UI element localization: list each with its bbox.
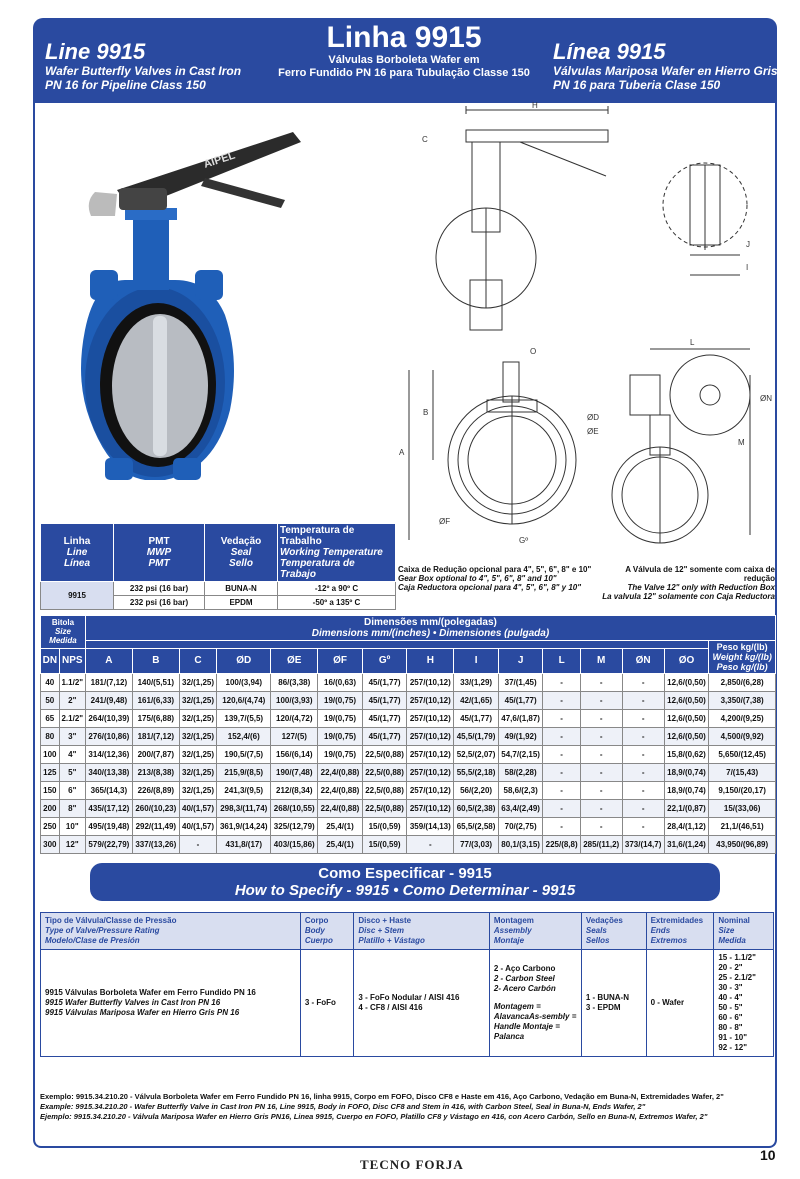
table-cell: 32/(1,25) bbox=[179, 728, 216, 746]
table-cell: 2" bbox=[59, 692, 85, 710]
table-cell: - bbox=[622, 818, 664, 836]
table-cell: 156/(6,14) bbox=[271, 746, 318, 764]
table-cell: - bbox=[543, 728, 580, 746]
dim-label-j: J bbox=[746, 240, 750, 249]
table-cell: 403/(15,86) bbox=[271, 836, 318, 854]
column-header: B bbox=[132, 648, 179, 674]
spec-title-pt: Como Especificar - 9915 bbox=[318, 865, 492, 882]
table-cell: 257/(10,12) bbox=[407, 710, 454, 728]
table-cell: 22,4/(0,88) bbox=[318, 800, 363, 818]
caption-line: The Valve 12" only with Reduction Box bbox=[627, 583, 775, 592]
pmt-table bbox=[40, 523, 396, 610]
table-cell: 100/(3,93) bbox=[271, 692, 318, 710]
table-cell: 300 bbox=[41, 836, 60, 854]
table-cell: 60,5/(2,38) bbox=[454, 800, 499, 818]
table-cell: 45/(1,77) bbox=[498, 692, 543, 710]
size-option: 25 - 2.1/2" bbox=[718, 973, 756, 982]
spec-title-en-es: How to Specify - 9915 • Como Determinar - 9915 bbox=[234, 882, 576, 899]
table-cell: 45/(1,77) bbox=[362, 710, 407, 728]
table-cell: - bbox=[622, 746, 664, 764]
example-es: Ejemplo: 9915.34.210.20 - Válvula Mariposa Wafer en Hierro Gris PN16, Linea 9915, Cuerpo en FOFO, Platillo CF8 y Vástago en 416, con Acero Carbón, Sello en Buna-N, Extremos Wafer, 2" bbox=[40, 1112, 708, 1121]
table-cell: 40 bbox=[41, 674, 60, 692]
table-cell: 241/(9,48) bbox=[85, 692, 132, 710]
table-cell: 257/(10,12) bbox=[407, 746, 454, 764]
dim-label-c: C bbox=[422, 135, 428, 144]
table-cell: - bbox=[622, 782, 664, 800]
bitola-head: Bitola Size Medida bbox=[41, 616, 86, 649]
size-option: 40 - 4" bbox=[718, 993, 743, 1002]
spec-assembly-cell: 2 - Aço Carbono 2 - Carbon Steel 2- Acero Carbón Montagem = AlavancaAs-sembly = Handle Montaje = Palanca bbox=[489, 950, 581, 1057]
drawing-front bbox=[395, 340, 599, 555]
column-header: ØD bbox=[217, 648, 271, 674]
pmt-head-seal: Vedação Seal Sello bbox=[205, 524, 278, 582]
table-cell: 2.1/2" bbox=[59, 710, 85, 728]
table-cell: 298,3/(11,74) bbox=[217, 800, 271, 818]
table-cell: 257/(10,12) bbox=[407, 728, 454, 746]
pmt-cell: EPDM bbox=[205, 596, 278, 610]
pmt-cell: 232 psi (16 bar) bbox=[114, 596, 205, 610]
table-cell: 495/(19,48) bbox=[85, 818, 132, 836]
table-cell: 257/(10,12) bbox=[407, 764, 454, 782]
table-cell: 12" bbox=[59, 836, 85, 854]
table-cell: - bbox=[543, 674, 580, 692]
table-cell: 579/(22,79) bbox=[85, 836, 132, 854]
table-cell: - bbox=[543, 782, 580, 800]
dim-label-h: H bbox=[532, 101, 538, 110]
table-cell: 181/(7,12) bbox=[132, 728, 179, 746]
table-cell: - bbox=[543, 800, 580, 818]
pmt-head-mwp: PMT MWP PMT bbox=[114, 524, 205, 582]
dimensions-body bbox=[41, 674, 776, 854]
table-cell: 12,6/(0,50) bbox=[664, 692, 709, 710]
table-cell: - bbox=[580, 674, 622, 692]
table-cell: 19/(0,75) bbox=[318, 710, 363, 728]
table-cell: 257/(10,12) bbox=[407, 800, 454, 818]
spec-header bbox=[90, 863, 720, 901]
table-cell: 120/(4,72) bbox=[271, 710, 318, 728]
title-es: Línea 9915 bbox=[553, 39, 666, 64]
size-option: 15 - 1.1/2" bbox=[718, 953, 756, 962]
table-cell: 257/(10,12) bbox=[407, 782, 454, 800]
table-cell: 268/(10,55) bbox=[271, 800, 318, 818]
table-cell: 19/(0,75) bbox=[318, 692, 363, 710]
table-cell: 45/(1,77) bbox=[362, 728, 407, 746]
dims-head: Dimensões mm/(polegadas) Dimensions mm/(inches) • Dimensiones (pulgada) bbox=[85, 616, 775, 641]
size-option: 80 - 8" bbox=[718, 1023, 743, 1032]
table-cell: 435/(17,12) bbox=[85, 800, 132, 818]
column-header: DN bbox=[41, 648, 60, 674]
table-cell: 19/(0,75) bbox=[318, 746, 363, 764]
table-row bbox=[41, 800, 776, 818]
table-cell: 257/(10,12) bbox=[407, 674, 454, 692]
table-cell: 32/(1,25) bbox=[179, 782, 216, 800]
table-cell: 120,6/(4,74) bbox=[217, 692, 271, 710]
table-cell: 257/(10,12) bbox=[407, 692, 454, 710]
table-cell: 200/(7,87) bbox=[132, 746, 179, 764]
size-option: 20 - 2" bbox=[718, 963, 743, 972]
table-cell: 264/(10,39) bbox=[85, 710, 132, 728]
table-cell: - bbox=[580, 728, 622, 746]
table-cell: 63,4/(2,49) bbox=[498, 800, 543, 818]
table-cell: 45/(1,77) bbox=[362, 674, 407, 692]
pmt-cell: -50º a 135º C bbox=[278, 596, 396, 610]
subtitle-pt-1: Válvulas Borboleta Wafer em bbox=[328, 54, 480, 66]
spec-head: Vedações Seals Sellos bbox=[581, 913, 646, 950]
table-cell: 225/(8,8) bbox=[543, 836, 580, 854]
weight-head: Peso kg/(lb) Weight kg/(lb) Peso kg/(lb) bbox=[709, 641, 776, 674]
spec-body-cell: 3 - FoFo bbox=[300, 950, 354, 1057]
column-header-row bbox=[41, 648, 776, 674]
drawing-gearbox bbox=[610, 335, 775, 555]
table-cell: 15/(33,06) bbox=[709, 800, 776, 818]
table-cell: - bbox=[622, 692, 664, 710]
table-cell: - bbox=[580, 764, 622, 782]
subtitle-es-2: PN 16 para Tuberia Clase 150 bbox=[553, 78, 721, 92]
table-row bbox=[41, 818, 776, 836]
table-cell: 45/(1,77) bbox=[362, 692, 407, 710]
table-cell: 54,7/(2,15) bbox=[498, 746, 543, 764]
caption-line: Caixa de Redução opcional para 4", 5", 6", 8" e 10" bbox=[398, 565, 592, 574]
table-cell: 77/(3,03) bbox=[454, 836, 499, 854]
table-cell: - bbox=[580, 800, 622, 818]
column-header: ØO bbox=[664, 648, 709, 674]
header-pt bbox=[269, 22, 539, 80]
table-cell: 22,4/(0,88) bbox=[318, 782, 363, 800]
table-cell: 52,5/(2,07) bbox=[454, 746, 499, 764]
header-en bbox=[45, 40, 275, 92]
table-cell: 28,4/(1,12) bbox=[664, 818, 709, 836]
table-cell: 365/(14,3) bbox=[85, 782, 132, 800]
table-cell: 215,9/(8,5) bbox=[217, 764, 271, 782]
table-cell: 8" bbox=[59, 800, 85, 818]
gearbox-caption bbox=[398, 565, 618, 592]
table-cell: - bbox=[543, 764, 580, 782]
dim-label-of: ØF bbox=[439, 517, 451, 526]
table-cell: - bbox=[622, 710, 664, 728]
table-cell: 190/(7,48) bbox=[271, 764, 318, 782]
table-cell: 49/(1,92) bbox=[498, 728, 543, 746]
table-row bbox=[41, 674, 776, 692]
table-cell: - bbox=[622, 728, 664, 746]
table-cell: 80,1/(3,15) bbox=[498, 836, 543, 854]
table-cell: 100 bbox=[41, 746, 60, 764]
table-cell: 45/(1,77) bbox=[454, 710, 499, 728]
table-cell: 190,5/(7,5) bbox=[217, 746, 271, 764]
handle-brand: AIPEL bbox=[202, 149, 237, 171]
table-cell: - bbox=[407, 836, 454, 854]
table-cell: 22,5/(0,88) bbox=[362, 764, 407, 782]
size-option: 92 - 12" bbox=[718, 1043, 748, 1052]
table-cell: 152,4/(6) bbox=[217, 728, 271, 746]
table-cell: 359/(14,13) bbox=[407, 818, 454, 836]
valve-photo bbox=[55, 120, 325, 515]
spec-type-cell: 9915 Válvulas Borboleta Wafer em Ferro Fundido PN 16 9915 Wafer Butterfly Valves in Cast Iron PN 16 9915 Válvulas Mariposa Wafer en Hierro Gris PN 16 bbox=[41, 950, 301, 1057]
title-en: Line 9915 bbox=[45, 39, 146, 64]
table-cell: 325/(12,79) bbox=[271, 818, 318, 836]
table-cell: 25,4/(1) bbox=[318, 836, 363, 854]
table-cell: - bbox=[622, 800, 664, 818]
table-cell: 260/(10,23) bbox=[132, 800, 179, 818]
column-header: Gº bbox=[362, 648, 407, 674]
caption-line: Gear Box optional to 4", 5", 6", 8" and 10" bbox=[398, 574, 557, 583]
spec-seals-cell: 1 - BUNA-N 3 - EPDM bbox=[581, 950, 646, 1057]
dim-label-l: L bbox=[690, 338, 695, 347]
spec-table bbox=[40, 912, 774, 1057]
dim-label-o: O bbox=[530, 347, 537, 356]
subtitle-en-1: Wafer Butterfly Valves in Cast Iron bbox=[45, 64, 242, 78]
column-header: H bbox=[407, 648, 454, 674]
table-cell: 140/(5,51) bbox=[132, 674, 179, 692]
spec-head: Nominal Size Medida bbox=[714, 913, 774, 950]
pmt-cell: BUNA-N bbox=[205, 582, 278, 596]
size-option: 91 - 10" bbox=[718, 1033, 748, 1042]
table-cell: 181/(7,12) bbox=[85, 674, 132, 692]
table-cell: 55,5/(2,18) bbox=[454, 764, 499, 782]
table-cell: 337/(13,26) bbox=[132, 836, 179, 854]
column-header: C bbox=[179, 648, 216, 674]
spec-sizes-cell bbox=[714, 950, 774, 1057]
table-cell: 70/(2,75) bbox=[498, 818, 543, 836]
table-cell: 2,850/(6,28) bbox=[709, 674, 776, 692]
example-en: Example: 9915.34.210.20 - Wafer Butterfly Valve in Cast Iron PN 16, Line 9915, Body in FOFO, Disc CF8 and Stem in 416, with Carbon Steel, Seal in Buna-N, Ends Wafer, 2" bbox=[40, 1102, 646, 1111]
table-cell: 16/(0,63) bbox=[318, 674, 363, 692]
table-cell: - bbox=[622, 674, 664, 692]
table-cell: 361,9/(14,24) bbox=[217, 818, 271, 836]
drawing-side-handle bbox=[400, 100, 625, 335]
spec-head: Extremidades Ends Extremos bbox=[646, 913, 714, 950]
table-row bbox=[41, 764, 776, 782]
header-es bbox=[553, 40, 783, 92]
drawing-detail bbox=[660, 155, 770, 280]
column-header: M bbox=[580, 648, 622, 674]
table-cell: 340/(13,38) bbox=[85, 764, 132, 782]
table-cell: - bbox=[580, 746, 622, 764]
table-cell: 200 bbox=[41, 800, 60, 818]
table-cell: 40/(1,57) bbox=[179, 818, 216, 836]
valve12-caption bbox=[600, 565, 775, 601]
table-cell: 15/(0,59) bbox=[362, 818, 407, 836]
table-cell: 3,350/(7,38) bbox=[709, 692, 776, 710]
table-cell: 161/(6,33) bbox=[132, 692, 179, 710]
table-cell: 42/(1,65) bbox=[454, 692, 499, 710]
dim-label-i: I bbox=[746, 263, 749, 272]
table-cell: - bbox=[543, 710, 580, 728]
header-banner bbox=[33, 18, 777, 103]
table-cell: 100/(3,94) bbox=[217, 674, 271, 692]
table-cell: 3" bbox=[59, 728, 85, 746]
caption-line: A Válvula de 12" somente com caixa de redução bbox=[625, 565, 775, 583]
dim-label-m: M bbox=[738, 438, 745, 447]
caption-line: Caja Reductora opcional para 4", 5", 6", 8" y 10" bbox=[398, 583, 582, 592]
table-cell: 86/(3,38) bbox=[271, 674, 318, 692]
table-cell: 22,5/(0,88) bbox=[362, 746, 407, 764]
table-cell: - bbox=[543, 818, 580, 836]
column-header: A bbox=[85, 648, 132, 674]
table-cell: 276/(10,86) bbox=[85, 728, 132, 746]
table-cell: 22,1/(0,87) bbox=[664, 800, 709, 818]
table-cell: 127/(5) bbox=[271, 728, 318, 746]
table-cell: 19/(0,75) bbox=[318, 728, 363, 746]
table-cell: 33/(1,29) bbox=[454, 674, 499, 692]
table-cell: - bbox=[580, 818, 622, 836]
table-cell: 45,5/(1,79) bbox=[454, 728, 499, 746]
dim-label-b: B bbox=[423, 408, 429, 417]
size-option: 60 - 6" bbox=[718, 1013, 743, 1022]
table-cell: 12,6/(0,50) bbox=[664, 728, 709, 746]
table-cell: 22,5/(0,88) bbox=[362, 800, 407, 818]
table-row bbox=[41, 692, 776, 710]
table-cell: 25,4/(1) bbox=[318, 818, 363, 836]
table-cell: - bbox=[543, 746, 580, 764]
column-header: ØE bbox=[271, 648, 318, 674]
table-cell: 125 bbox=[41, 764, 60, 782]
table-cell: 32/(1,25) bbox=[179, 692, 216, 710]
table-cell: 65 bbox=[41, 710, 60, 728]
table-cell: 43,950/(96,89) bbox=[709, 836, 776, 854]
table-cell: - bbox=[543, 692, 580, 710]
tecnoforja-logo: TECNO FORJA bbox=[360, 1157, 464, 1172]
page-number: 10 bbox=[760, 1147, 776, 1163]
caption-line: La valvula 12" solamente con Caja Reductora bbox=[602, 592, 775, 601]
pmt-cell: 232 psi (16 bar) bbox=[114, 582, 205, 596]
table-cell: 32/(1,25) bbox=[179, 746, 216, 764]
example-pt: Exemplo: 9915.34.210.20 - Válvula Borboleta Wafer em Ferro Fundido PN 16, linha 9915, Corpo em FOFO, Disco CF8 e Haste em 416, Aço Carbono, Vedação em Buna-N, Extremidades Wafer, 2" bbox=[40, 1092, 724, 1101]
spec-disc-cell: 3 - FoFo Nodular / AISI 416 4 - CF8 / AISI 416 bbox=[354, 950, 489, 1057]
table-cell: 22,4/(0,88) bbox=[318, 764, 363, 782]
dim-label-on: ØN bbox=[760, 394, 772, 403]
table-cell: 4,200/(9,25) bbox=[709, 710, 776, 728]
table-row bbox=[41, 950, 774, 1057]
dims-subhead-spacer bbox=[85, 641, 708, 649]
subtitle-es-1: Válvulas Mariposa Wafer en Hierro Gris bbox=[553, 64, 778, 78]
table-cell: 150 bbox=[41, 782, 60, 800]
table-cell: 292/(11,49) bbox=[132, 818, 179, 836]
table-row bbox=[41, 728, 776, 746]
table-cell: 32/(1,25) bbox=[179, 674, 216, 692]
table-cell: 40/(1,57) bbox=[179, 800, 216, 818]
title-pt: Linha 9915 bbox=[326, 21, 482, 54]
table-cell: 6" bbox=[59, 782, 85, 800]
pmt-line-cell: 9915 bbox=[41, 582, 114, 610]
table-cell: - bbox=[622, 764, 664, 782]
table-cell: 10" bbox=[59, 818, 85, 836]
dim-label-oe: ØE bbox=[587, 427, 599, 436]
column-header: ØF bbox=[318, 648, 363, 674]
table-cell: - bbox=[580, 782, 622, 800]
table-cell: 213/(8,38) bbox=[132, 764, 179, 782]
table-cell: 21,1/(46,51) bbox=[709, 818, 776, 836]
table-cell: - bbox=[580, 692, 622, 710]
table-cell: 58,6/(2,3) bbox=[498, 782, 543, 800]
examples bbox=[40, 1092, 780, 1122]
table-cell: 31,6/(1,24) bbox=[664, 836, 709, 854]
spec-head: Montagem Assembly Montaje bbox=[489, 913, 581, 950]
table-cell: 15/(0,59) bbox=[362, 836, 407, 854]
table-cell: 226/(8,89) bbox=[132, 782, 179, 800]
table-cell: 47,6/(1,87) bbox=[498, 710, 543, 728]
table-cell: 58/(2,28) bbox=[498, 764, 543, 782]
column-header: NPS bbox=[59, 648, 85, 674]
table-cell: 250 bbox=[41, 818, 60, 836]
spec-head: Corpo Body Cuerpo bbox=[300, 913, 354, 950]
table-cell: 4" bbox=[59, 746, 85, 764]
table-cell: 37/(1,45) bbox=[498, 674, 543, 692]
table-cell: 15,8/(0,62) bbox=[664, 746, 709, 764]
table-cell: 431,8/(17) bbox=[217, 836, 271, 854]
table-cell: 18,9/(0,74) bbox=[664, 782, 709, 800]
table-cell: 1.1/2" bbox=[59, 674, 85, 692]
column-header: ØN bbox=[622, 648, 664, 674]
column-header: L bbox=[543, 648, 580, 674]
table-cell: 12,6/(0,50) bbox=[664, 710, 709, 728]
table-cell: 212/(8,34) bbox=[271, 782, 318, 800]
table-cell: 80 bbox=[41, 728, 60, 746]
table-cell: 5,650/(12,45) bbox=[709, 746, 776, 764]
table-row bbox=[41, 782, 776, 800]
dim-label-od: ØD bbox=[587, 413, 599, 422]
subtitle-en-2: PN 16 for Pipeline Class 150 bbox=[45, 78, 206, 92]
table-cell: 314/(12,36) bbox=[85, 746, 132, 764]
spec-head: Tipo de Válvula/Classe de Pressão Type of Valve/Pressure Rating Modelo/Clase de Presión bbox=[41, 913, 301, 950]
table-row bbox=[41, 746, 776, 764]
table-cell: 50 bbox=[41, 692, 60, 710]
table-row bbox=[41, 582, 396, 596]
table-cell: 139,7/(5,5) bbox=[217, 710, 271, 728]
pmt-head-line: Linha Line Línea bbox=[41, 524, 114, 582]
table-cell: 241,3/(9,5) bbox=[217, 782, 271, 800]
pmt-cell: -12º a 90º C bbox=[278, 582, 396, 596]
table-cell: - bbox=[179, 836, 216, 854]
column-header: J bbox=[498, 648, 543, 674]
table-cell: 18,9/(0,74) bbox=[664, 764, 709, 782]
table-cell: 7/(15,43) bbox=[709, 764, 776, 782]
table-cell: 5" bbox=[59, 764, 85, 782]
column-header: I bbox=[454, 648, 499, 674]
size-option: 30 - 3" bbox=[718, 983, 743, 992]
table-cell: 32/(1,25) bbox=[179, 710, 216, 728]
table-cell: 4,500/(9,92) bbox=[709, 728, 776, 746]
dim-label-a: A bbox=[399, 448, 405, 457]
table-cell: 285/(11,2) bbox=[580, 836, 622, 854]
table-cell: 12,6/(0,50) bbox=[664, 674, 709, 692]
table-cell: 373/(14,7) bbox=[622, 836, 664, 854]
table-row bbox=[41, 710, 776, 728]
subtitle-pt-2: Ferro Fundido PN 16 para Tubulação Classe 150 bbox=[278, 67, 530, 79]
pmt-head-temp: Temperatura de Trabalho Working Temperature Temperatura de Trabajo bbox=[278, 524, 396, 582]
table-cell: 9,150/(20,17) bbox=[709, 782, 776, 800]
table-cell: - bbox=[580, 710, 622, 728]
dim-label-g: Gº bbox=[519, 536, 529, 545]
dimensions-table bbox=[40, 615, 776, 854]
spec-head-row bbox=[41, 913, 774, 950]
table-cell: 32/(1,25) bbox=[179, 764, 216, 782]
table-cell: 56/(2,20) bbox=[454, 782, 499, 800]
table-row bbox=[41, 836, 776, 854]
spec-ends-cell: 0 - Wafer bbox=[646, 950, 714, 1057]
size-option: 50 - 5" bbox=[718, 1003, 743, 1012]
table-cell: 22,5/(0,88) bbox=[362, 782, 407, 800]
table-cell: 65,5/(2,58) bbox=[454, 818, 499, 836]
spec-head: Disco + Haste Disc + Stem Platillo + Vástago bbox=[354, 913, 489, 950]
table-cell: 175/(6,88) bbox=[132, 710, 179, 728]
